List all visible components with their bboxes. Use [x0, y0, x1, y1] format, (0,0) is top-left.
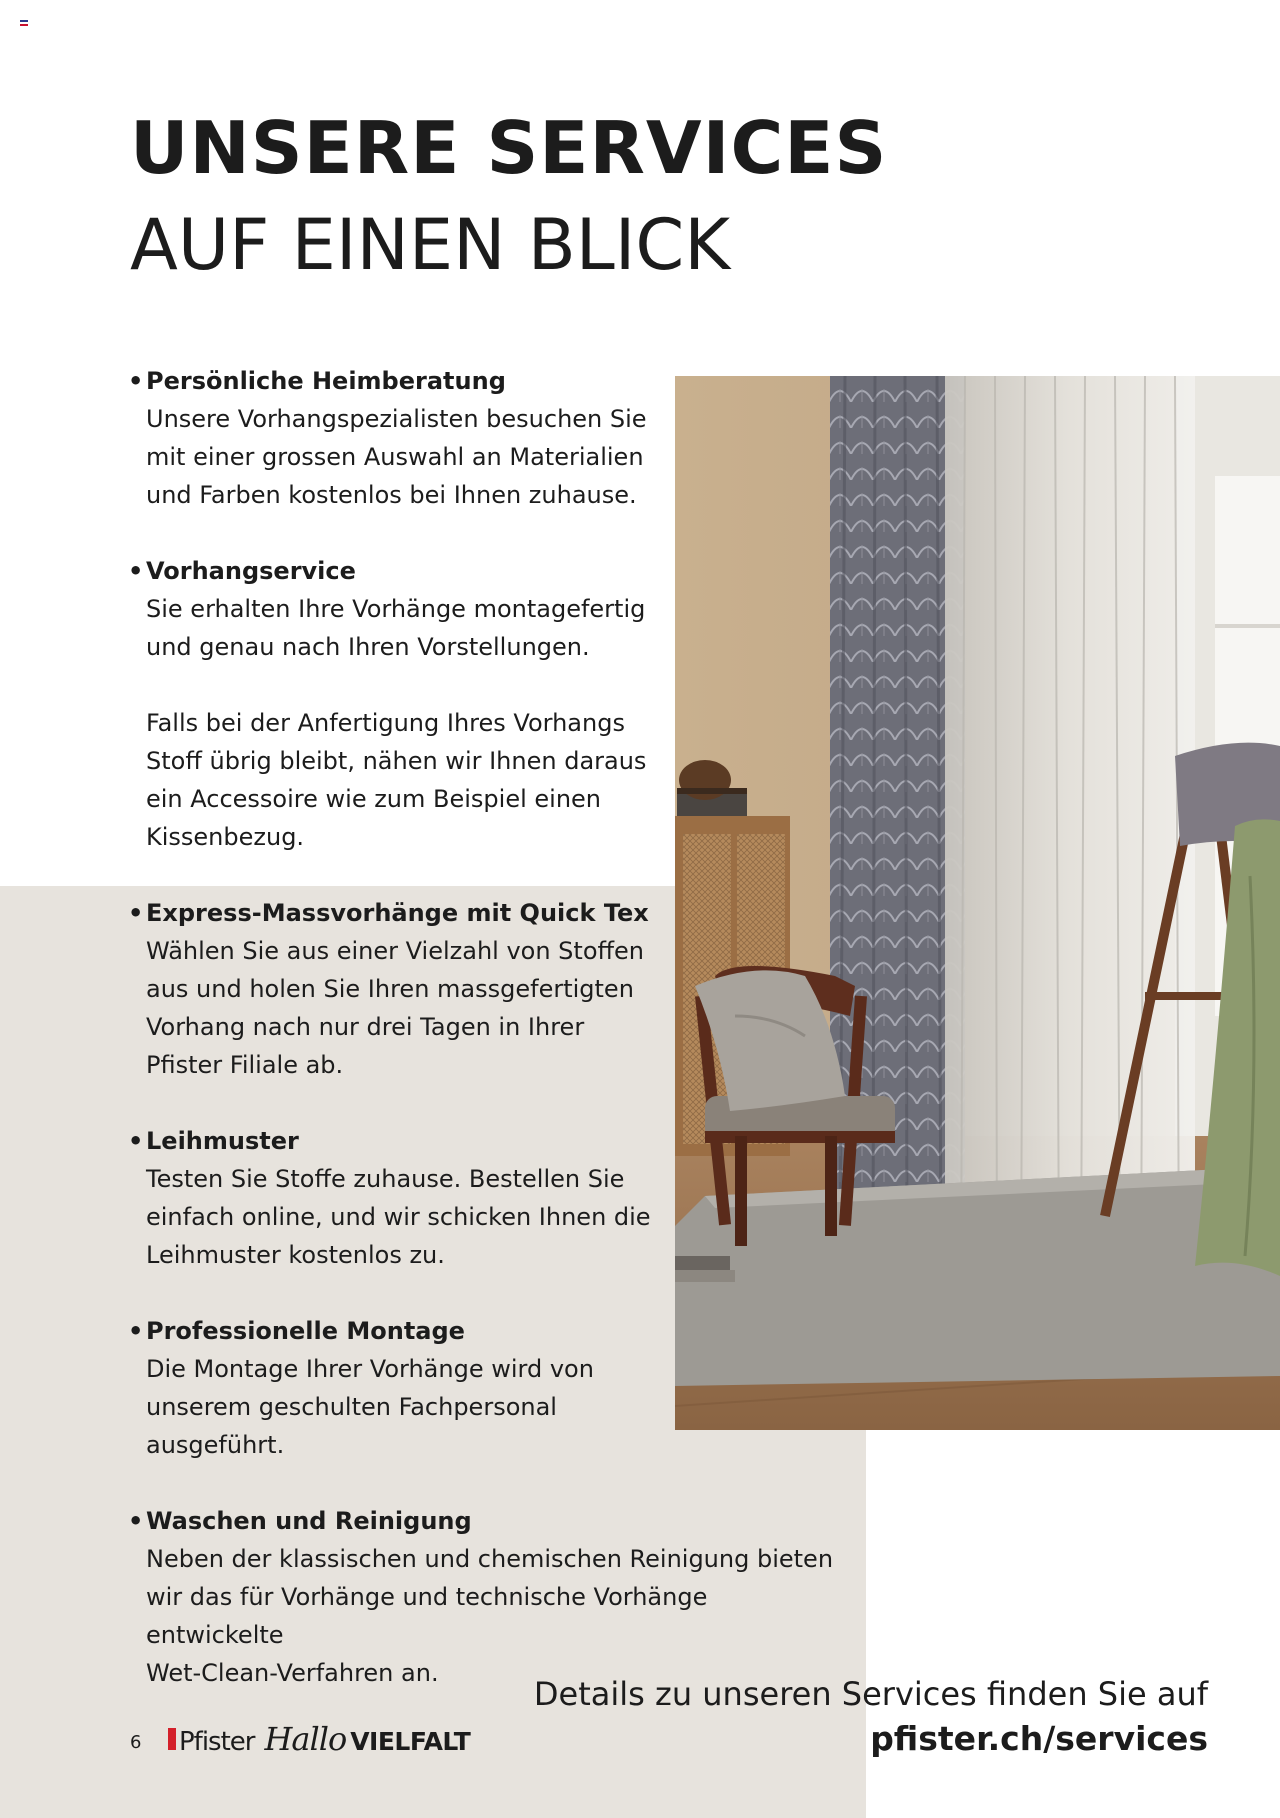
service-heading: Waschen und Reinigung [146, 1507, 472, 1535]
bullet: • [128, 367, 144, 395]
details-text: Details zu unseren Services finden Sie auf [533, 1675, 1208, 1713]
logo-brand: Pfister [179, 1727, 255, 1757]
service-item-waschen-reinigung [128, 1502, 848, 1692]
pfister-logo [168, 1720, 470, 1758]
service-heading: Professionelle Montage [146, 1317, 465, 1345]
service-description: Sie erhalten Ihre Vorhänge montagefertig und genau nach Ihren Vorstellungen. [146, 595, 646, 661]
page-number: 6 [130, 1732, 142, 1753]
page-subtitle: AUF EINEN BLICK [130, 204, 731, 286]
service-heading: Persönliche Heimberatung [146, 367, 506, 395]
service-description: Neben der klassischen und chemischen Reinigung bieten wir das für Vorhänge und technische Vorhänge entwickelte Wet-Clean-Verfahren an. [146, 1545, 834, 1687]
bullet: • [128, 1127, 144, 1155]
page-title: UNSERE SERVICES [130, 106, 888, 190]
bullet: • [128, 1507, 144, 1535]
bullet: • [128, 1317, 144, 1345]
service-heading: Vorhangservice [146, 557, 356, 585]
service-description: Testen Sie Stoffe zuhause. Bestellen Sie einfach online, und wir schicken Ihnen die Leihmuster kostenlos zu. [146, 1165, 651, 1269]
service-heading: Express-Massvorhänge mit Quick Tex [146, 899, 649, 927]
service-description: Falls bei der Anfertigung Ihres Vorhangs Stoff übrig bleibt, nähen wir Ihnen daraus ein Accessoire wie zum Beispiel einen Kissenbezug. [146, 709, 647, 851]
logo-tagline-script: Hallo [264, 1720, 347, 1758]
service-description: Die Montage Ihrer Vorhänge wird von unserem geschulten Fachpersonal ausgeführt. [146, 1355, 594, 1459]
service-description: Wählen Sie aus einer Vielzahl von Stoffen aus und holen Sie Ihren massgefertigten Vorhang nach nur drei Tagen in Ihrer Pfister Filiale ab. [146, 937, 645, 1079]
logo-tagline-caps: VIELFALT [350, 1727, 471, 1756]
services-link[interactable]: pfister.ch/services [870, 1719, 1208, 1758]
bullet: • [128, 899, 144, 927]
details-callout [534, 1672, 1208, 1762]
curtain-interior-photo [675, 376, 1280, 1430]
bullet: • [128, 557, 144, 585]
service-heading: Leihmuster [146, 1127, 299, 1155]
pfister-logo-mark-icon [168, 1728, 176, 1750]
language-flag-icon [20, 20, 28, 26]
service-description: Unsere Vorhangspezialisten besuchen Sie mit einer grossen Auswahl an Materialien und Farben kostenlos bei Ihnen zuhause. [146, 405, 647, 509]
